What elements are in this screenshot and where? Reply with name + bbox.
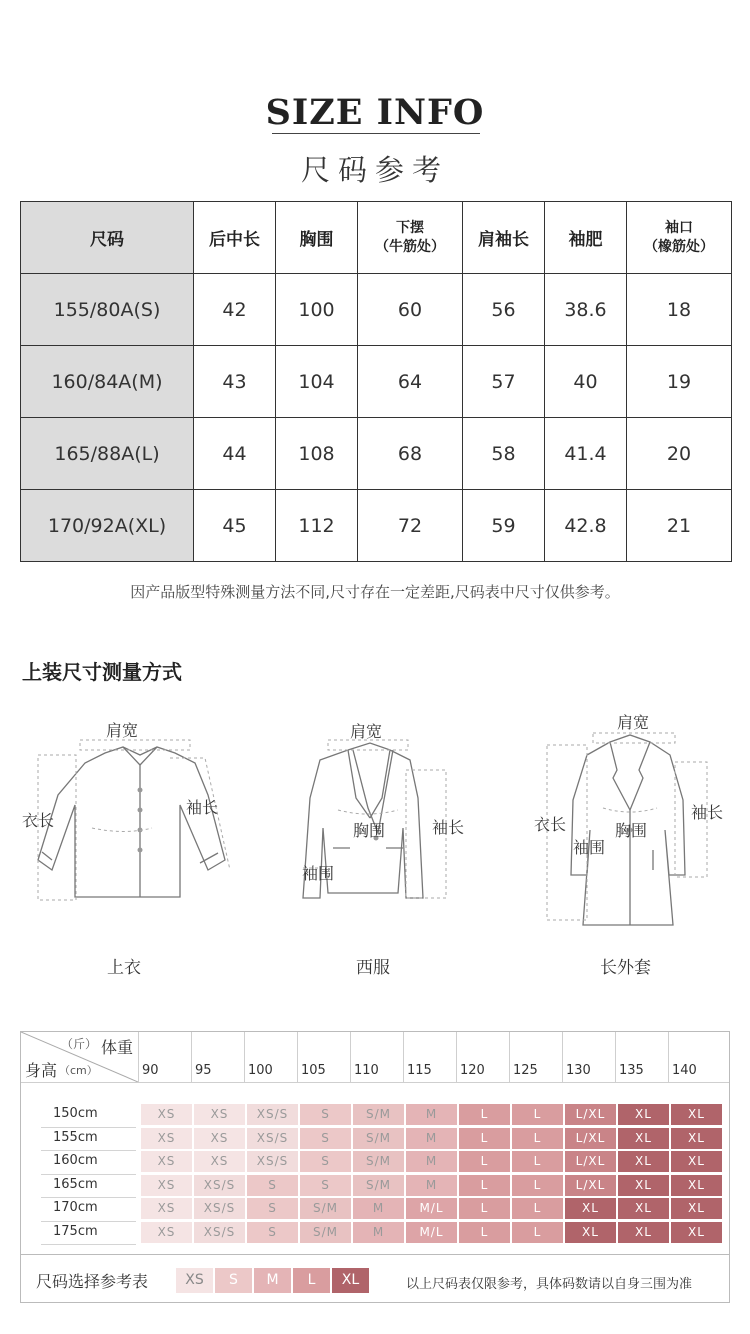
suit-chest-label: 胸围 (353, 821, 386, 840)
size-row (21, 490, 732, 562)
coat-length-label: 衣长 (534, 815, 567, 834)
size-fit-cell: XS (141, 1222, 192, 1243)
size-fit-cell: L (512, 1222, 563, 1243)
shirt-diagram (30, 735, 240, 910)
weight-col-divider (615, 1032, 616, 1082)
size-fit-cell: XS/S (194, 1175, 245, 1196)
size-fit-cell: M (406, 1151, 457, 1172)
weight-col-divider (403, 1032, 404, 1082)
size-fit-cell: XS/S (247, 1104, 298, 1125)
size-fit-cell: XL (565, 1198, 616, 1219)
size-value-cell: 40 (545, 346, 627, 418)
size-value-cell: 21 (627, 490, 732, 562)
size-fit-cell: M/L (406, 1222, 457, 1243)
size-value-cell: 19 (627, 346, 732, 418)
weight-col-divider (244, 1032, 245, 1082)
size-value-cell: 41.4 (545, 418, 627, 490)
height-value: 150cm (53, 1106, 98, 1121)
size-value-cell: 42.8 (545, 490, 627, 562)
size-fit-cell: XL (671, 1151, 722, 1172)
size-fit-cell: M (353, 1198, 404, 1219)
size-fit-cell: S/M (353, 1128, 404, 1149)
coat-caption: 长外套 (600, 958, 651, 978)
size-fit-cell: L (459, 1198, 510, 1219)
size-fit-cell: L (512, 1198, 563, 1219)
suit-cuff-label: 袖围 (302, 864, 335, 883)
title-chinese: 尺码参考 (300, 153, 449, 187)
size-value-cell: 58 (463, 418, 545, 490)
weight-col-divider (138, 1032, 139, 1082)
size-fit-cell: XL (565, 1222, 616, 1243)
size-value-cell: 112 (276, 490, 358, 562)
height-row-divider (41, 1221, 136, 1222)
shirt-caption: 上衣 (107, 958, 141, 978)
coat-sleeve-label: 袖长 (691, 803, 724, 822)
size-fit-cell: L/XL (565, 1175, 616, 1196)
size-fit-cell: XL (618, 1128, 669, 1149)
title-divider (272, 133, 480, 134)
legend-swatch: M (254, 1268, 291, 1293)
weight-value: 135 (619, 1063, 644, 1078)
shirt-shoulder-label: 肩宽 (106, 721, 139, 740)
size-col-header: 胸围 (276, 202, 358, 274)
weight-value: 100 (248, 1063, 273, 1078)
shirt-length-label: 衣长 (22, 811, 55, 830)
legend-swatch: S (215, 1268, 252, 1293)
weight-value: 130 (566, 1063, 591, 1078)
suit-shoulder-label: 肩宽 (350, 722, 383, 741)
size-fit-cell: XS (194, 1151, 245, 1172)
size-col-header: 后中长 (194, 202, 276, 274)
size-fit-cell: XL (618, 1222, 669, 1243)
size-fit-cell: XL (671, 1128, 722, 1149)
size-value-cell: 18 (627, 274, 732, 346)
size-value-cell: 108 (276, 418, 358, 490)
size-fit-cell: S/M (353, 1175, 404, 1196)
size-row (21, 274, 732, 346)
size-fit-cell: L (512, 1104, 563, 1125)
size-fit-cell: S (247, 1198, 298, 1219)
size-fit-cell: S/M (300, 1198, 351, 1219)
size-fit-cell: XL (618, 1198, 669, 1219)
size-fit-cell: L (459, 1128, 510, 1149)
size-value-cell: 60 (358, 274, 463, 346)
size-fit-cell: XL (618, 1151, 669, 1172)
height-value: 170cm (53, 1200, 98, 1215)
legend-swatch: XS (176, 1268, 213, 1293)
legend-swatch: XL (332, 1268, 369, 1293)
size-row (21, 418, 732, 490)
size-fit-cell: XS (141, 1151, 192, 1172)
size-fit-cell: M/L (406, 1198, 457, 1219)
size-col-header: 肩袖长 (463, 202, 545, 274)
size-fit-cell: L/XL (565, 1128, 616, 1149)
legend-title: 尺码选择参考表 (36, 1272, 149, 1291)
size-value-cell: 59 (463, 490, 545, 562)
size-fit-cell: XL (671, 1104, 722, 1125)
size-fit-cell: XS (194, 1104, 245, 1125)
weight-value: 110 (354, 1063, 379, 1078)
weight-value: 115 (407, 1063, 432, 1078)
size-fit-cell: S (247, 1175, 298, 1196)
size-fit-cell: XS/S (194, 1198, 245, 1219)
size-fit-cell: L/XL (565, 1104, 616, 1125)
size-fit-cell: XS (141, 1175, 192, 1196)
size-value-cell: 57 (463, 346, 545, 418)
weight-value: 140 (672, 1063, 697, 1078)
size-fit-cell: XS/S (247, 1151, 298, 1172)
coat-shoulder-label: 肩宽 (617, 713, 650, 732)
height-unit: （cm） (59, 1064, 98, 1077)
size-row (21, 346, 732, 418)
size-value-cell: 20 (627, 418, 732, 490)
size-fit-cell: XS (141, 1128, 192, 1149)
weight-col-divider (456, 1032, 457, 1082)
size-fit-cell: L (459, 1151, 510, 1172)
size-fit-cell: XS (194, 1128, 245, 1149)
size-table-body (21, 274, 732, 562)
size-table-header (21, 202, 732, 274)
size-fit-cell: L (459, 1222, 510, 1243)
size-label-cell: 155/80A(S) (21, 274, 194, 346)
size-fit-cell: L/XL (565, 1151, 616, 1172)
height-row-divider (41, 1127, 136, 1128)
weight-col-divider (668, 1032, 669, 1082)
height-row-divider (41, 1244, 136, 1245)
weight-value: 120 (460, 1063, 485, 1078)
weight-value: 125 (513, 1063, 538, 1078)
weight-value: 95 (195, 1063, 212, 1078)
weight-unit: （斤） (61, 1037, 98, 1051)
size-fit-cell: XS/S (247, 1128, 298, 1149)
height-row-divider (41, 1197, 136, 1198)
size-fit-cell: XL (618, 1175, 669, 1196)
height-value: 165cm (53, 1176, 98, 1192)
height-row-divider (41, 1174, 136, 1175)
size-value-cell: 42 (194, 274, 276, 346)
size-fit-cell: XL (671, 1175, 722, 1196)
size-value-cell: 72 (358, 490, 463, 562)
weight-col-divider (562, 1032, 563, 1082)
weight-col-divider (350, 1032, 351, 1082)
weight-col-divider (297, 1032, 298, 1082)
size-fit-cell: L (512, 1151, 563, 1172)
size-fit-cell: S/M (353, 1151, 404, 1172)
size-value-cell: 100 (276, 274, 358, 346)
size-fit-cell: S (247, 1222, 298, 1243)
size-fit-cell: M (406, 1128, 457, 1149)
fit-chart (20, 1031, 730, 1303)
size-col-header: 下摆 （牛筋处） (358, 202, 463, 274)
size-label-cell: 160/84A(M) (21, 346, 194, 418)
size-col-header: 袖肥 (545, 202, 627, 274)
height-value: 175cm (53, 1223, 98, 1239)
size-fit-cell: XL (671, 1198, 722, 1219)
size-table (20, 201, 732, 562)
title-english: SIZE INFO (265, 92, 485, 133)
suit-sleeve-label: 袖长 (432, 818, 465, 837)
size-fit-cell: XS/S (194, 1222, 245, 1243)
size-fit-cell: M (353, 1222, 404, 1243)
size-fit-cell: XL (618, 1104, 669, 1125)
size-col-header: 袖口 （橡筋处） (627, 202, 732, 274)
size-value-cell: 38.6 (545, 274, 627, 346)
size-label-cell: 170/92A(XL) (21, 490, 194, 562)
size-value-cell: 104 (276, 346, 358, 418)
weight-value: 90 (142, 1063, 159, 1078)
size-fit-cell: L (512, 1128, 563, 1149)
legend-footnote: 以上尺码表仅限参考，具体码数请以自身三围为准 (406, 1277, 693, 1292)
size-fit-cell: XS (141, 1104, 192, 1125)
size-value-cell: 43 (194, 346, 276, 418)
size-fit-cell: S (300, 1175, 351, 1196)
size-fit-cell: M (406, 1175, 457, 1196)
size-fit-cell: L (459, 1104, 510, 1125)
size-label-cell: 165/88A(L) (21, 418, 194, 490)
size-fit-cell: S (300, 1151, 351, 1172)
size-fit-cell: XS (141, 1198, 192, 1219)
header-divider (21, 1082, 729, 1083)
coat-cuff-label: 袖围 (573, 838, 606, 857)
legend-swatch: L (293, 1268, 330, 1293)
size-fit-cell: M (406, 1104, 457, 1125)
size-note: 因产品版型特殊测量方法不同,尺寸存在一定差距,尺码表中尺寸仅供参考。 (130, 583, 620, 601)
size-fit-cell: XL (671, 1222, 722, 1243)
weight-col-divider (191, 1032, 192, 1082)
size-fit-cell: L (459, 1175, 510, 1196)
weight-value: 105 (301, 1063, 326, 1078)
shirt-sleeve-label: 袖长 (186, 798, 219, 817)
size-fit-cell: S (300, 1104, 351, 1125)
height-label: 身高 (25, 1061, 58, 1080)
size-value-cell: 45 (194, 490, 276, 562)
size-fit-cell: S/M (353, 1104, 404, 1125)
size-value-cell: 64 (358, 346, 463, 418)
legend-divider (21, 1254, 729, 1255)
suit-caption: 西服 (356, 958, 390, 978)
size-value-cell: 44 (194, 418, 276, 490)
height-value: 160cm (53, 1153, 98, 1168)
size-col-header: 尺码 (21, 202, 194, 274)
size-fit-cell: S/M (300, 1222, 351, 1243)
weight-col-divider (509, 1032, 510, 1082)
coat-chest-label: 胸围 (615, 821, 648, 840)
height-value: 155cm (53, 1129, 98, 1145)
size-fit-cell: S (300, 1128, 351, 1149)
size-fit-cell: L (512, 1175, 563, 1196)
measure-section-title: 上装尺寸测量方式 (22, 660, 182, 684)
size-value-cell: 56 (463, 274, 545, 346)
weight-label: 体重 (101, 1038, 134, 1057)
height-row-divider (41, 1150, 136, 1151)
size-value-cell: 68 (358, 418, 463, 490)
